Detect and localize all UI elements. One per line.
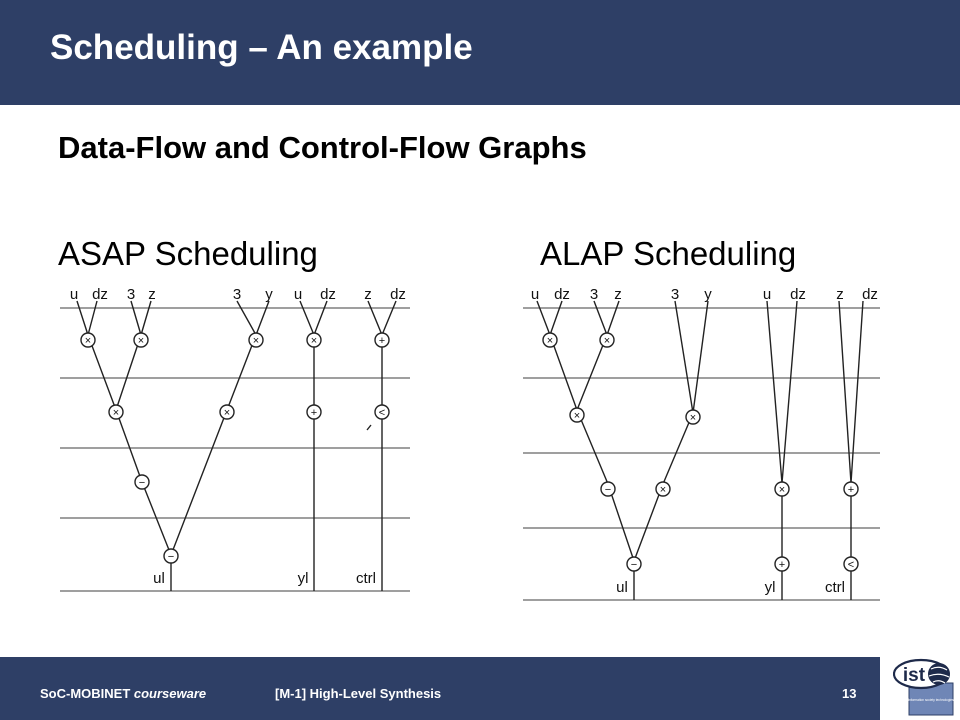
alap-node-sub-2 <box>627 557 641 571</box>
footer-course-italic: courseware <box>133 686 207 701</box>
asap-input-label: y <box>265 286 273 303</box>
svg-text:×: × <box>603 335 611 347</box>
alap-input-label: 3 <box>670 286 680 303</box>
alap-input-label: y <box>704 286 712 303</box>
slide-title: Scheduling – An example <box>50 28 473 67</box>
svg-text:×: × <box>223 407 231 419</box>
asap-node-compare <box>375 405 389 419</box>
logo-text: ist <box>902 665 926 686</box>
svg-text:×: × <box>310 335 318 347</box>
asap-node-mult-1 <box>81 333 95 347</box>
svg-text:×: × <box>778 484 786 496</box>
alap-node-mult-4 <box>686 410 700 424</box>
svg-text:×: × <box>84 335 92 347</box>
alap-input-label: dz <box>862 286 878 303</box>
svg-text:×: × <box>689 412 697 424</box>
alap-input-label: z <box>836 286 844 303</box>
asap-input-label: z <box>148 286 156 303</box>
asap-output-label: ul <box>153 570 165 587</box>
svg-text:×: × <box>546 335 554 347</box>
alap-input-label: dz <box>790 286 806 303</box>
alap-input-label: u <box>530 286 540 303</box>
asap-node-sub-2 <box>164 549 178 563</box>
ist-logo <box>893 657 957 717</box>
alap-input-label: z <box>614 286 622 303</box>
asap-node-mult-5 <box>109 405 123 419</box>
asap-node-mult-3 <box>249 333 263 347</box>
alap-output-label: ctrl <box>825 579 845 596</box>
asap-input-label: 3 <box>232 286 242 303</box>
alap-output-label: ul <box>616 579 628 596</box>
alap-input-label: dz <box>554 286 570 303</box>
footer-module: [M-1] High-Level Synthesis <box>275 686 442 701</box>
logo-tagline: information society technologies <box>908 698 954 702</box>
alap-node-mult-5 <box>656 482 670 496</box>
alap-label: ALAP Scheduling <box>540 235 797 272</box>
asap-node-add-2 <box>307 405 321 419</box>
svg-text:−: − <box>138 477 146 489</box>
alap-node-mult-2 <box>600 333 614 347</box>
asap-input-label: 3 <box>126 286 136 303</box>
svg-text:+: + <box>847 484 855 496</box>
alap-input-label: u <box>762 286 772 303</box>
alap-node-mult-3 <box>570 408 584 422</box>
asap-label: ASAP Scheduling <box>58 235 318 272</box>
svg-text:×: × <box>252 335 260 347</box>
svg-text:×: × <box>659 484 667 496</box>
asap-node-mult-6 <box>220 405 234 419</box>
svg-text:×: × <box>112 407 120 419</box>
asap-input-label: dz <box>390 286 406 303</box>
page-number: 13 <box>842 686 857 701</box>
svg-text:×: × <box>137 335 145 347</box>
alap-graph <box>518 283 888 608</box>
asap-node-sub-1 <box>135 475 149 489</box>
asap-input-label: dz <box>320 286 336 303</box>
asap-input-label: u <box>293 286 303 303</box>
asap-input-label: u <box>69 286 79 303</box>
alap-node-add-1 <box>844 482 858 496</box>
alap-node-add-2 <box>775 557 789 571</box>
asap-output-label: yl <box>297 570 309 587</box>
footer-course-prefix: SoC-MOBINET <box>40 686 134 701</box>
asap-node-add-1 <box>375 333 389 347</box>
asap-input-label: dz <box>92 286 108 303</box>
alap-node-compare <box>844 557 858 571</box>
alap-node-sub-1 <box>601 482 615 496</box>
asap-node-mult-4 <box>307 333 321 347</box>
footer-course <box>40 686 206 701</box>
alap-node-mult-1 <box>543 333 557 347</box>
svg-text:−: − <box>630 559 638 571</box>
svg-text:+: + <box>778 559 786 571</box>
alap-output-label: yl <box>764 579 776 596</box>
svg-text:−: − <box>604 484 612 496</box>
alap-node-mult-6 <box>775 482 789 496</box>
asap-output-label: ctrl <box>356 570 376 587</box>
svg-text:×: × <box>573 410 581 422</box>
svg-text:<: < <box>378 407 386 419</box>
svg-text:+: + <box>378 335 386 347</box>
alap-input-label: 3 <box>589 286 599 303</box>
svg-text:+: + <box>310 407 318 419</box>
asap-input-label: z <box>364 286 372 303</box>
slide-subtitle: Data-Flow and Control-Flow Graphs <box>58 130 587 165</box>
svg-text:−: − <box>167 551 175 563</box>
asap-node-mult-2 <box>134 333 148 347</box>
svg-text:<: < <box>847 559 855 571</box>
asap-graph <box>55 283 425 603</box>
